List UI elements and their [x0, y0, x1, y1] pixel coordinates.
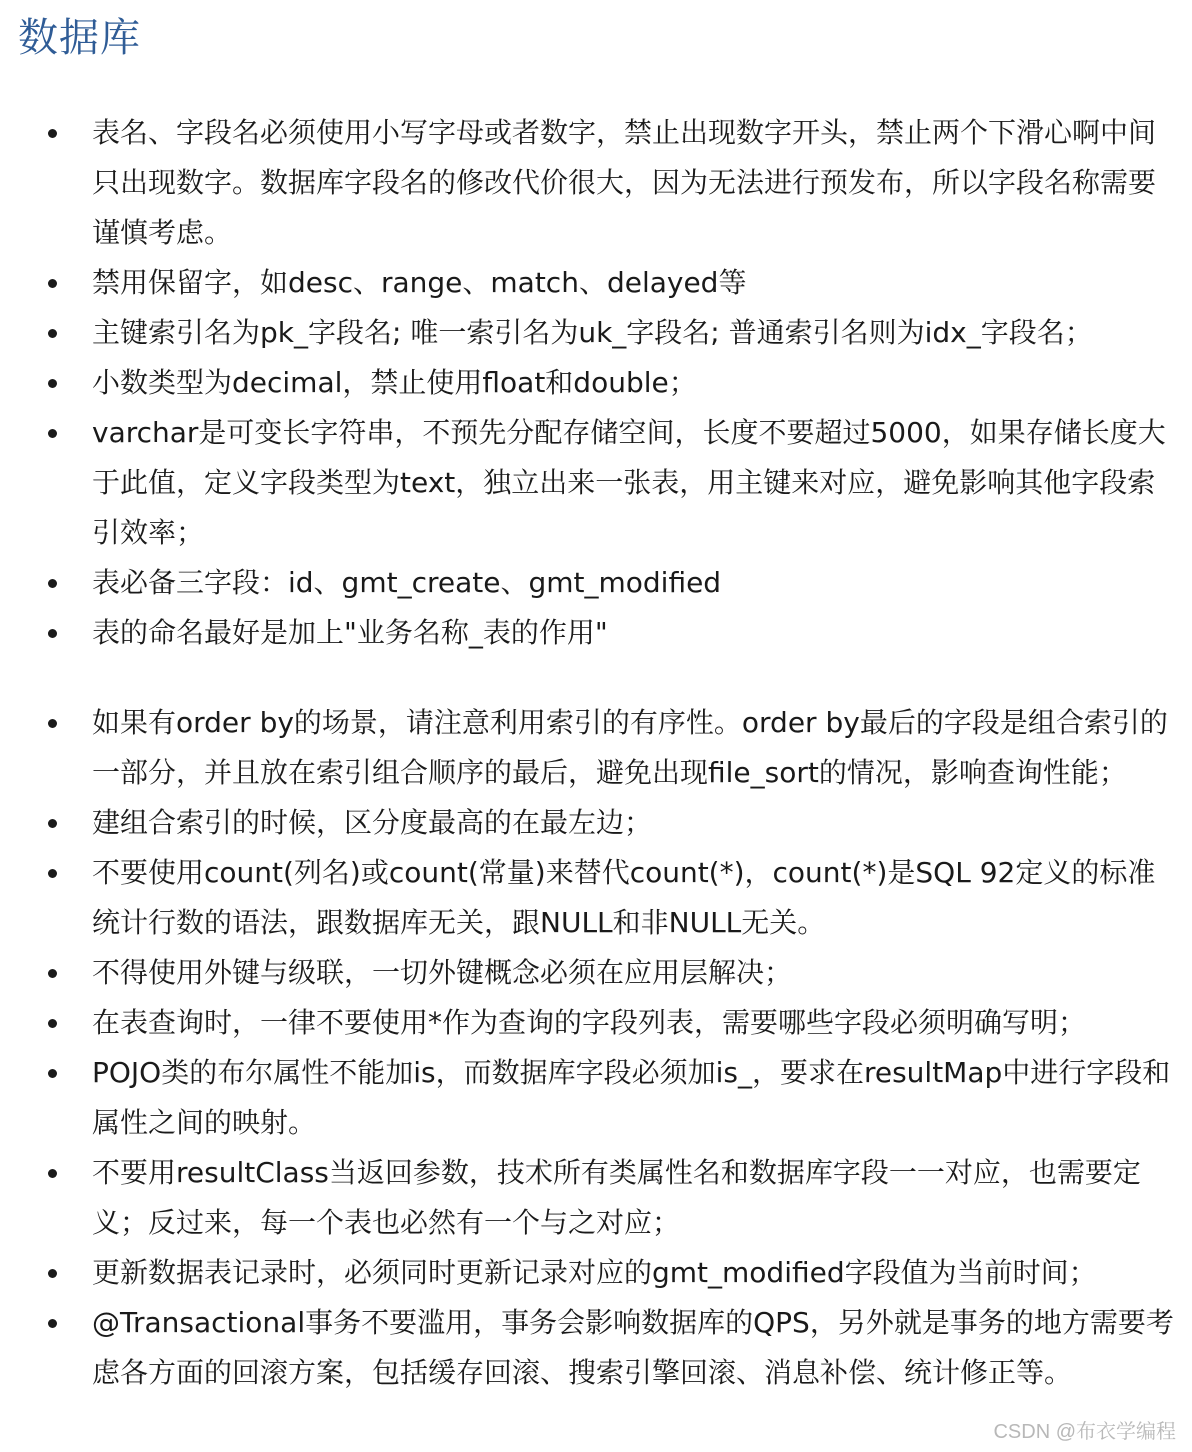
bullet-icon: [48, 1019, 57, 1028]
list-item-text: 在表查询时，一律不要使用*作为查询的字段列表，需要哪些字段必须明确写明；: [92, 1006, 1087, 1039]
rules-list-usage: [0, 698, 1192, 1398]
bullet-icon: [48, 869, 57, 878]
bullet-icon: [48, 329, 57, 338]
bullet-icon: [48, 629, 57, 638]
list-item: [0, 1248, 1192, 1298]
list-item-text: 不要使用count(列名)或count(常量)来替代count(*)，count(*)是SQL 92定义的标准统计行数的语法，跟数据库无关，跟NULL和非NULL无关。: [92, 856, 1156, 939]
rules-list-naming: [0, 108, 1192, 658]
bullet-icon: [48, 1169, 57, 1178]
list-item-text: 如果有order by的场景，请注意利用索引的有序性。order by最后的字段是组合索引的一部分，并且放在索引组合顺序的最后，避免出现file_sort的情况，影响查询性能；: [92, 706, 1168, 789]
list-item-text: 主键索引名为pk_字段名; 唯一索引名为uk_字段名; 普通索引名则为idx_字段名；: [92, 316, 1093, 349]
bullet-icon: [48, 1269, 57, 1278]
list-item-text: @Transactional事务不要滥用，事务会影响数据库的QPS，另外就是事务的地方需要考虑各方面的回滚方案，包括缓存回滚、搜索引擎回滚、消息补偿、统计修正等。: [92, 1306, 1174, 1389]
bullet-icon: [48, 719, 57, 728]
list-item-text: POJO类的布尔属性不能加is，而数据库字段必须加is_，要求在resultMap中进行字段和属性之间的映射。: [92, 1056, 1171, 1139]
list-item-text: 不得使用外键与级联，一切外键概念必须在应用层解决；: [92, 956, 793, 989]
list-item: [0, 408, 1192, 558]
bullet-icon: [48, 969, 57, 978]
bullet-icon: [48, 429, 57, 438]
list-item-text: 表名、字段名必须使用小写字母或者数字，禁止出现数字开头，禁止两个下滑心啊中间只出现数字。数据库字段名的修改代价很大，因为无法进行预发布，所以字段名称需要谨慎考虑。: [92, 116, 1157, 249]
list-item-text: 表的命名最好是加上"业务名称_表的作用": [92, 616, 608, 649]
list-item: [0, 998, 1192, 1048]
list-item: [0, 258, 1192, 308]
list-item-text: 更新数据表记录时，必须同时更新记录对应的gmt_modified字段值为当前时间；: [92, 1256, 1097, 1289]
list-item-text: 小数类型为decimal，禁止使用float和double；: [92, 366, 697, 399]
list-item: [0, 308, 1192, 358]
list-item-text: 建组合索引的时候，区分度最高的在最左边；: [92, 806, 653, 839]
list-item: [0, 108, 1192, 258]
list-item: [0, 1048, 1192, 1148]
list-item-text: 禁用保留字，如desc、range、match、delayed等: [92, 266, 747, 299]
bullet-icon: [48, 1069, 57, 1078]
list-item-text: 表必备三字段：id、gmt_create、gmt_modified: [92, 566, 722, 599]
bullet-icon: [48, 579, 57, 588]
page-title: 数据库: [18, 15, 141, 61]
list-item-text: 不要用resultClass当返回参数，技术所有类属性名和数据库字段一一对应，也需要定义；反过来，每一个表也必然有一个与之对应；: [92, 1156, 1141, 1239]
list-item: [0, 1148, 1192, 1248]
watermark: CSDN @布衣学编程: [993, 1421, 1176, 1443]
bullet-icon: [48, 379, 57, 388]
bullet-icon: [48, 819, 57, 828]
list-item: [0, 358, 1192, 408]
bullet-icon: [48, 1319, 57, 1328]
list-item: [0, 558, 1192, 608]
bullet-icon: [48, 279, 57, 288]
list-item: [0, 848, 1192, 948]
list-item: [0, 948, 1192, 998]
list-item: [0, 608, 1192, 658]
list-item-text: varchar是可变长字符串，不预先分配存储空间，长度不要超过5000，如果存储长度大于此值，定义字段类型为text，独立出来一张表，用主键来对应，避免影响其他字段索引效率；: [92, 416, 1166, 549]
bullet-icon: [48, 129, 57, 138]
list-item: [0, 1298, 1192, 1398]
list-item: [0, 698, 1192, 798]
list-item: [0, 798, 1192, 848]
